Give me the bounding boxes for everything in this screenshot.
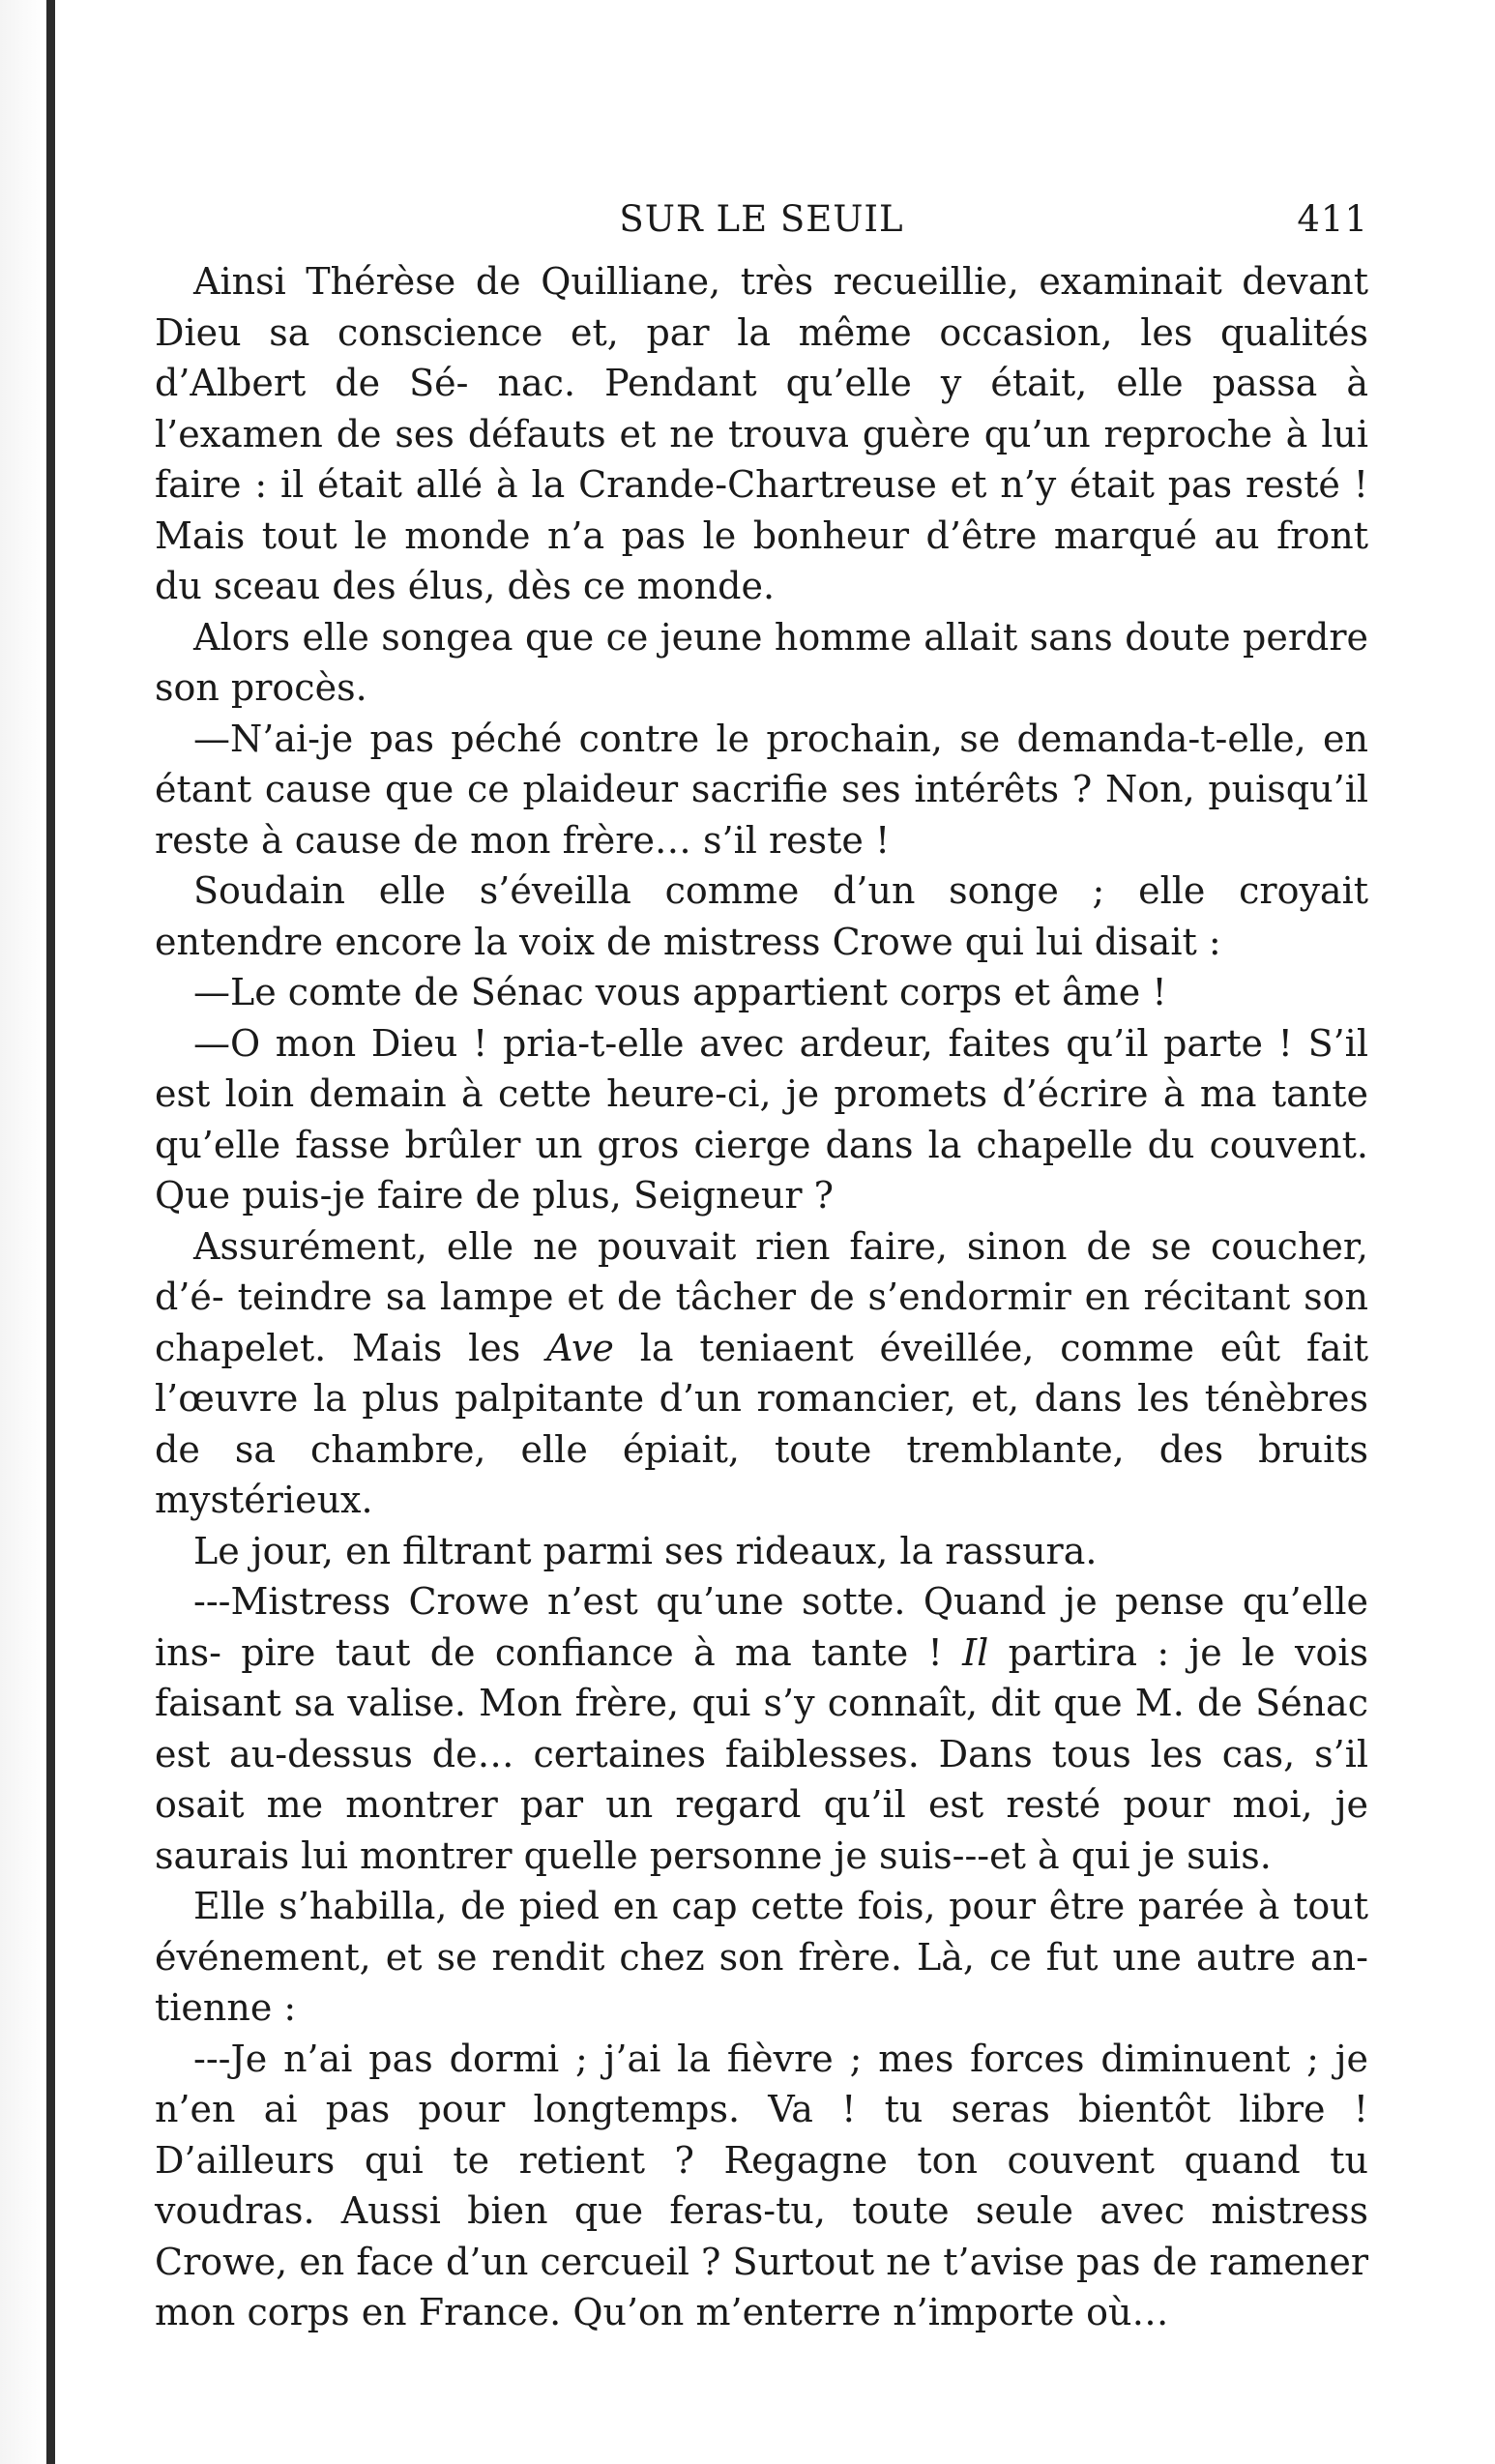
paragraph-9 [155,1576,1368,1881]
paragraph-4: Soudain elle s’éveilla comme d’un songe ; elle croyait entendre encore la voix de mistress Crowe qui lui disait : [155,869,1368,963]
paragraph-7-italic: Ave [546,1326,614,1369]
book-page [155,198,1368,2338]
paragraph-11: ---Je n’ai pas dormi ; j’ai la fièvre ; mes forces diminuent ; je n’en ai pas pour longtemps. Va ! tu seras bientôt libre ! D’ailleurs qui te retient ? Regagne ton couvent quand tu voudras. Aussi bien que feras-tu, toute seule avec mistress Crowe, en face d’un cercueil ? Surtout ne t’avise pas de ramener mon corps en France. Qu’on m’enterre n’importe où… [155,2037,1368,2333]
paragraph-7 [155,1221,1368,1526]
paragraph-8: Le jour, en filtrant parmi ses rideaux, la rassura. [193,1529,1098,1572]
page-binding-edge [46,0,55,2464]
paragraph-7-before: Assurément, elle ne pouvait rien faire, sinon de se coucher, d’é- teindre sa lampe et de tâcher de s’endormir en récitant son chapelet. Mais les [155,1224,1368,1369]
paragraph-3: —N’ai-je pas péché contre le prochain, se demanda-t-elle, en étant cause que ce plaideur sacrifie ses intérêts ? Non, puisqu’il reste à cause de mon frère… s’il reste ! [155,717,1368,862]
page-binding-shadow [0,0,46,2464]
paragraph-2: Alors elle songea que ce jeune homme allait sans doute perdre son procès. [155,615,1368,709]
paragraph-5: —Le comte de Sénac vous appartient corps et âme ! [193,971,1167,1013]
paragraph-9-before: ---Mistress Crowe n’est qu’une sotte. Quand je pense qu’elle ins- pire taut de confiance à ma tante ! [155,1580,1368,1674]
paragraph-10: Elle s’habilla, de pied en cap cette fois, pour être parée à tout événement, et se rendit chez son frère. Là, ce fut une autre an- tienne : [155,1885,1368,2029]
running-head [155,198,1368,256]
paragraph-7-after: la teniaent éveillée, comme eût fait l’œuvre la plus palpitante d’un romancier, et, dans les ténèbres de sa chambre, elle épiait, toute tremblante, des bruits mystérieux. [155,1326,1368,1521]
paragraph-1: Ainsi Thérèse de Quilliane, très recueillie, examinait devant Dieu sa conscience et, par la même occasion, les qualités d’Albert de Sé- nac. Pendant qu’elle y était, elle passa à l’examen de ses défauts et ne trouva guère qu’un reproche à lui faire : il était allé à la Crande-Chartreuse et n’y était pas resté ! Mais tout le monde n’a pas le bonheur d’être marqué au front du sceau des élus, dès ce monde. [155,260,1368,607]
paragraph-9-italic: Il [962,1630,989,1674]
running-title: SUR LE SEUIL [619,198,904,240]
paragraph-6: —O mon Dieu ! pria-t-elle avec ardeur, faites qu’il parte ! S’il est loin demain à cette heure-ci, je promets d’écrire à ma tante qu’elle fasse brûler un gros cierge dans la chapelle du couvent. Que puis-je faire de plus, Seigneur ? [155,1021,1368,1217]
paragraph-9-after: partira : je le vois faisant sa valise. Mon frère, qui s’y connaît, dit que M. de Sénac est au-dessus de… certaines faiblesses. Dans tous les cas, s’il osait me montrer par un regard qu’il est resté pour moi, je saurais lui montrer quelle personne je suis---et à qui je suis. [155,1630,1369,1877]
page-number: 411 [1297,198,1368,240]
